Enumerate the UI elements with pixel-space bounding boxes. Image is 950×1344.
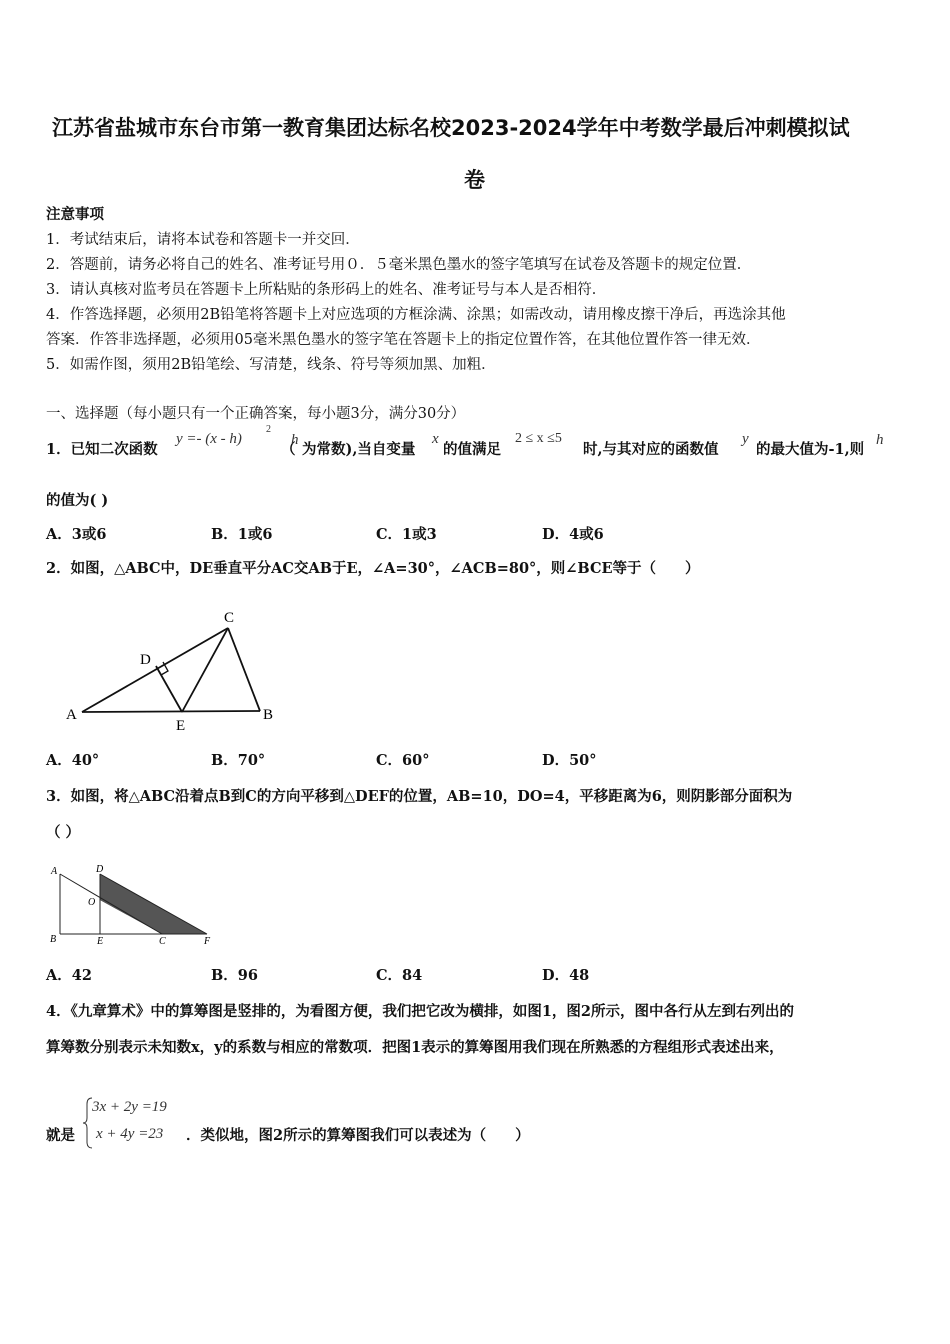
notice-item: 5．如需作图，须用2B铅笔绘、写清楚，线条、符号等须加黑、加粗． [46,357,496,373]
q1-exponent: 2 [266,424,271,435]
q3-option-b[interactable]: B．96 [211,967,258,984]
label-e: E [176,718,186,734]
q3-line2: （ ） [46,824,81,841]
q1-paren: （ [281,441,296,458]
segment-de [156,666,182,712]
q1-text: 的值满足 [443,441,501,458]
q2-option-b[interactable]: B．70° [211,752,266,769]
label-b: B [50,934,57,945]
q2-text: 2．如图，△ABC中，DE垂直平分AC交AB于E，∠A=30°，∠ACB=80°，则∠BCE等于（ ） [46,560,700,577]
label-f: F [204,936,211,947]
q4-text-line2: 算筹数分别表示未知数x，y的系数与相应的常数项．把图1表示的算筹图用我们现在所熟悉的方程组形式表述出来， [46,1039,784,1056]
q2-option-a[interactable]: A．40° [46,752,100,769]
q3-text: 3．如图，将△ABC沿着点B到C的方向平移到△DEF的位置，AB=10，DO=4，平移距离为6，则阴影部分面积为 [46,788,793,805]
q3-translation-figure [46,860,218,950]
page-title: 江苏省盐城市东台市第一教育集团达标名校2023-2024学年中考数学最后冲刺模拟试 [52,116,850,140]
notice-item: 4．作答选择题，必须用2B铅笔将答题卡上对应选项的方框涂满、涂黑；如需改动，请用橡皮擦干净后，再选涂其他 [46,307,786,323]
q4-prefix: 就是 [46,1127,75,1144]
q1-h-variable: h [876,432,884,448]
section-heading: 一、选择题（每小题只有一个正确答案，每小题3分，满分30分） [46,406,466,422]
label-d: D [96,864,104,875]
q1-prefix: 1．已知二次函数 [46,441,158,458]
label-o: O [88,897,96,908]
q4-equation-2: x + 4y =23 [96,1126,164,1142]
q1-x-variable: x [432,431,439,447]
label-a: A [51,866,58,877]
q2-triangle-figure [60,600,290,735]
q1-text: 时,与其对应的函数值 [583,441,719,458]
label-b: B [263,707,274,723]
q3-option-d[interactable]: D．48 [542,967,590,984]
q4-equation-1: 3x + 2y =19 [92,1099,167,1115]
segment-ab [82,711,260,712]
label-c: C [224,610,235,626]
q1-line2: 的值为( ) [46,492,109,509]
notice-item: 2．答题前，请务必将自己的姓名、准考证号用０．５毫米黑色墨水的签字笔填写在试卷及答题卡的规定位置． [46,257,752,273]
q1-option-b[interactable]: B．1或6 [211,526,273,543]
segment-cb [228,628,260,711]
q3-option-a[interactable]: A．42 [46,967,92,984]
notice-item: 3．请认真核对监考员在答题卡上所粘贴的条形码上的姓名、准考证号与本人是否相符． [46,282,607,298]
notice-heading: 注意事项 [46,206,104,223]
q1-option-c[interactable]: C．1或3 [376,526,437,543]
q2-option-c[interactable]: C．60° [376,752,430,769]
q3-option-c[interactable]: C．84 [376,967,423,984]
q1-h-variable: h [291,432,299,448]
q1-text: 为常数),当自变量 [302,441,416,458]
q4-text: 4．《九章算术》中的算筹图是竖排的，为看图方便，我们把它改为横排，如图1，图2所示，图中各行从左到右列出的 [46,1003,795,1020]
page-title-continued: 卷 [464,168,485,192]
q1-option-d[interactable]: D．4或6 [542,526,604,543]
q1-formula: y =- (x - h) [176,431,242,447]
q1-range: 2 ≤ x ≤5 [515,431,562,446]
notice-item: 1．考试结束后，请将本试卷和答题卡一并交回． [46,232,360,248]
label-a: A [66,707,77,723]
notice-item: 答案．作答非选择题，必须用05毫米黑色墨水的签字笔在答题卡上的指定位置作答，在其他位置作答一律无效． [46,332,761,348]
label-e: E [97,936,104,947]
q1-option-a[interactable]: A．3或6 [46,526,107,543]
label-d: D [140,652,151,668]
q4-suffix: ．类似地，图2所示的算筹图我们可以表述为（ ） [186,1127,530,1144]
q1-y-variable: y [742,431,749,447]
label-c: C [159,936,166,947]
q1-text: 的最大值为-1,则 [756,441,865,458]
q2-option-d[interactable]: D．50° [542,752,597,769]
segment-ac [82,628,228,712]
